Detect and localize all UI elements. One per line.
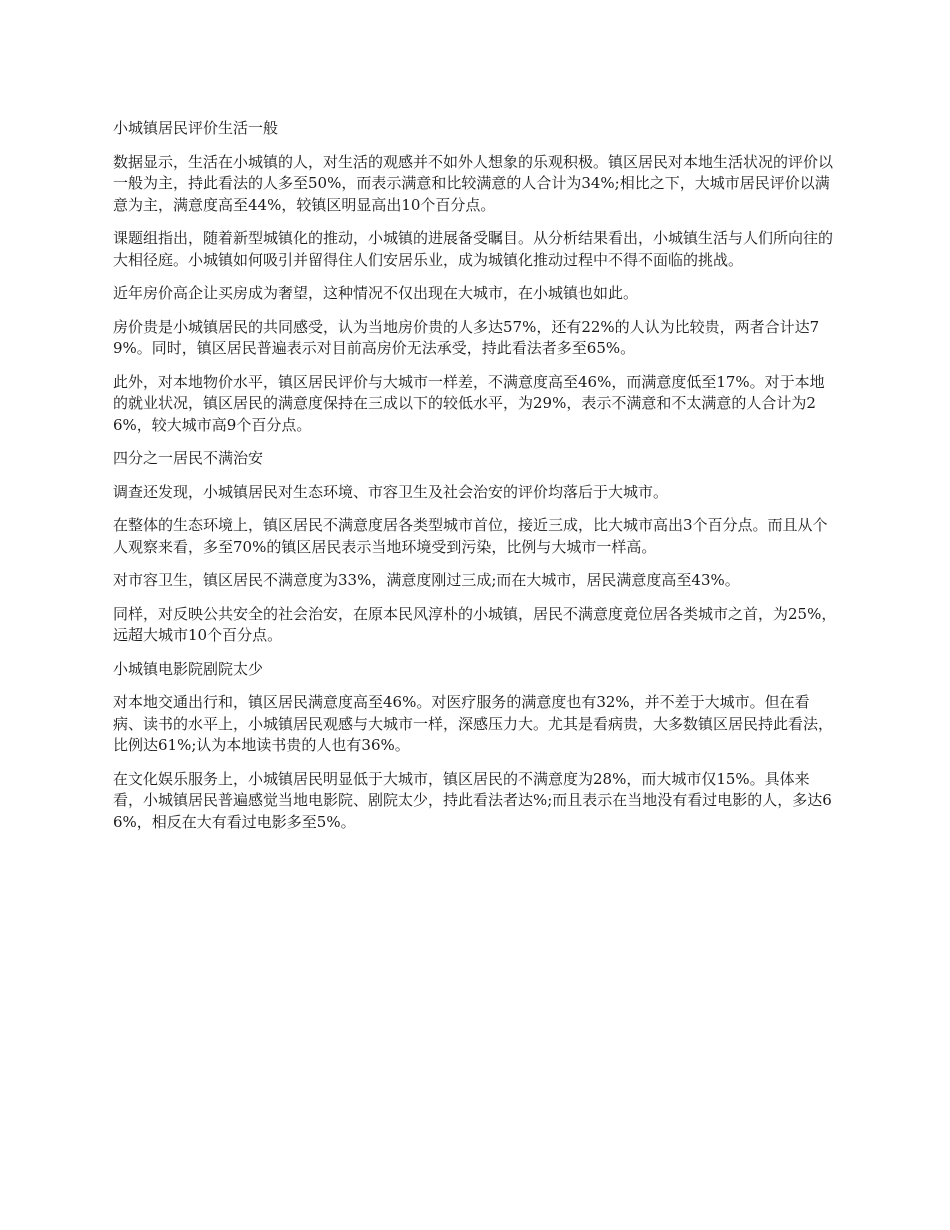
paragraph: 近年房价高企让买房成为奢望，这种情况不仅出现在大城市，在小城镇也如此。: [113, 284, 639, 302]
document-page: [113, 118, 839, 845]
paragraph: 在文化娱乐服务上，小城镇居民明显低于大城市，镇区居民的不满意度为28%，而大城市仅15%。具体来看，小城镇居民普遍感觉当地电影院、剧院太少，持此看法者达%;而且表示在当地没有看过电影的人，多达66%，相反在大有看过电影多至5%。: [113, 769, 832, 831]
section-heading-public-safety: 四分之一居民不满治安: [113, 449, 264, 467]
paragraph: 房价贵是小城镇居民的共同感受，认为当地房价贵的人多达57%，还有22%的人认为比较贵，两者合计达79%。同时，镇区居民普遍表示对目前高房价无法承受，持此看法者多至65%。: [113, 317, 820, 357]
paragraph: 课题组指出，随着新型城镇化的推动，小城镇的进展备受瞩目。从分析结果看出，小城镇生活与人们所向往的大相径庭。小城镇如何吸引并留得住人们安居乐业，成为城镇化推动过程中不得不面临的挑战。: [113, 229, 834, 269]
paragraph: 在整体的生态环境上，镇区居民不满意度居各类型城市首位，接近三成，比大城市高出3个百分点。而且从个人观察来看，多至70%的镇区居民表示当地环境受到污染，比例与大城市一样高。: [113, 516, 828, 556]
paragraph: 对本地交通出行和，镇区居民满意度高至46%。对医疗服务的满意度也有32%，并不差于大城市。但在看病、读书的水平上，小城镇居民观感与大城市一样，深感压力大。尤其是看病贵，大多数镇区居民持此看法，比例达61%;认为本地读书贵的人也有36%。: [113, 693, 834, 754]
paragraph: 同样，对反映公共安全的社会治安，在原本民风淳朴的小城镇，居民不满意度竟位居各类城市之首，为25%，远超大城市10个百分点。: [113, 604, 837, 644]
section-heading-life-evaluation: 小城镇居民评价生活一般: [113, 119, 279, 137]
section-heading-cinemas: 小城镇电影院剧院太少: [113, 659, 264, 678]
paragraph: 调查还发现，小城镇居民对生态环境、市容卫生及社会治安的评价均落后于大城市。: [113, 482, 669, 501]
paragraph: 对市容卫生，镇区居民不满意度为33%，满意度刚过三成;而在大城市，居民满意度高至43%。: [113, 571, 740, 589]
paragraph: 数据显示，生活在小城镇的人，对生活的观感并不如外人想象的乐观积极。镇区居民对本地生活状况的评价以一般为主，持此看法的人多至50%，而表示满意和比较满意的人合计为34%;相比之下，大城市居民评价以满意为主，满意度高至44%，较镇区明显高出10个百分点。: [113, 152, 834, 214]
paragraph: 此外，对本地物价水平，镇区居民评价与大城市一样差，不满意度高至46%，而满意度低至17%。对于本地的就业状况，镇区居民的满意度保持在三成以下的较低水平，为29%，表示不满意和不太满意的人合计为26%，较大城市高9个百分点。: [113, 372, 825, 434]
